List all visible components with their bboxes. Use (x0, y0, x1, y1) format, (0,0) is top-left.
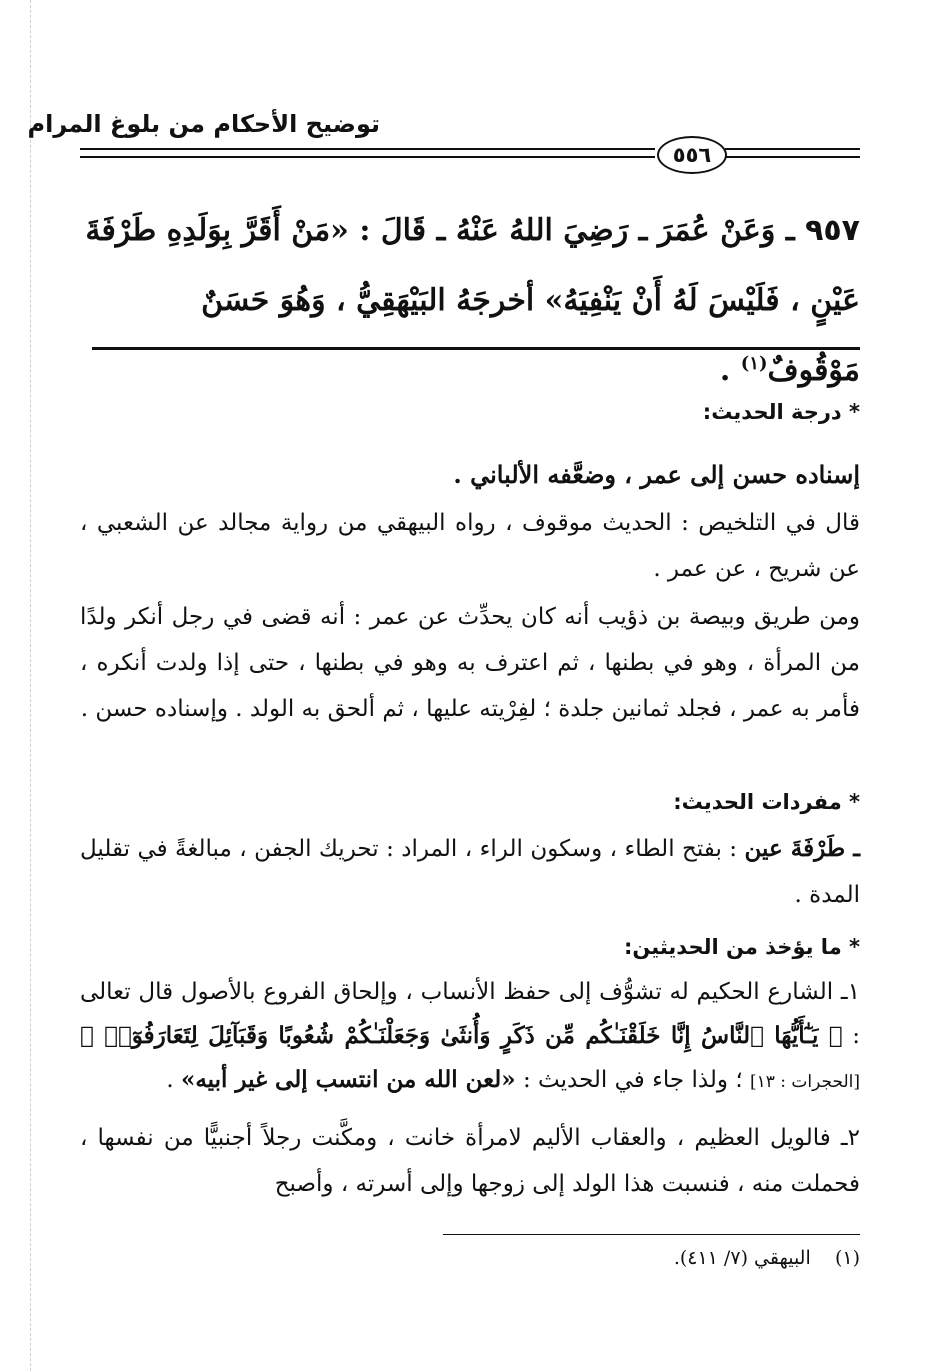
hadith-dash: ـ (785, 213, 795, 248)
lesson-1-text: ١ـ الشارع الحكيم له تشوُّف إلى حفظ الأنساب ، وإلحاق الفروع بالأصول قال تعالى : (80, 979, 860, 1049)
hadith-end: . (719, 353, 741, 388)
footnote (80, 1247, 860, 1269)
grade-verdict: إسناده حسن إلى عمر ، وضعَّفه الألباني . (453, 460, 860, 489)
lesson-1-after: ؛ ولذا جاء في الحديث : (522, 1067, 743, 1093)
hadith-footnote-ref: (١) (740, 353, 768, 374)
grade-paragraph-2: ومن طريق وبيصة بن ذؤيب أنه كان يحدِّث عن عمر : أنه قضى في رجل أنكر ولدًا من المرأة ، وهو في بطنها ، ثم اعترف به وهو في بطنها ، حتى إذا ولدت أنكره ، فأمر به عمر ، فجلد ثمانين جلدة ؛ لفِرْيته عليها ، ثم ألحق به الولد . وإسناده حسن . (80, 604, 860, 722)
hadith-text (80, 196, 860, 406)
vocab-entry (80, 826, 860, 918)
vocab-term: ـ طَرْفَةَ عين (744, 835, 861, 862)
hadith-separator (92, 347, 860, 350)
vocab-heading: * مفردات الحديث: (673, 790, 860, 814)
footnote-text: البيهقي (٧/ ٤١١). (673, 1247, 811, 1269)
page-number: ٥٥٦ (657, 136, 727, 174)
quran-verse: ﴿ يَـٰٓأَيُّهَا ٱلنَّاسُ إِنَّا خَلَقْنَـٰكُم مِّن ذَكَرٍ وَأُنثَىٰ وَجَعَلْنَـٰكُمْ شُعُوبًا وَقَبَآئِلَ لِتَعَارَفُوٓا۟ ﴾ (80, 1022, 843, 1049)
header-rule-right (725, 148, 860, 158)
footnote-rule (443, 1234, 860, 1235)
hadith-quote: «لعن الله من انتسب إلى غير أبيه» (180, 1066, 516, 1093)
scan-edge-line (30, 0, 32, 1371)
header-rule-left (80, 148, 655, 158)
lesson-item-1 (80, 970, 860, 1104)
lesson-item-2: ٢ـ فالويل العظيم ، والعقاب الأليم لامرأة خانت ، ومكَّنت رجلاً أجنبيًّا من نفسها ، فحملت منه ، فنسبت هذا الولد إلى زوجها وإلى أسرته ، وأصبح (80, 1125, 860, 1197)
hadith-body: وَعَنْ عُمَرَ ـ رَضِيَ اللهُ عَنْهُ ـ قَالَ : «مَنْ أَقَرَّ بِوَلَدِهِ طَرْفَةَ عَيْنٍ ، فَلَيْسَ لَهُ أَنْ يَنْفِيَهُ» أخرجَهُ البَيْهَقِيُّ ، وَهُوَ حَسَنٌ مَوْقُوفٌ (85, 213, 860, 388)
lesson-1-end: . (166, 1067, 181, 1093)
grade-paragraph-1: قال في التلخيص : الحديث موقوف ، رواه البيهقي من رواية مجالد عن الشعبي ، عن شريح ، عن عمر . (80, 510, 860, 582)
running-header-title: توضيح الأحكام من بلوغ المرام (27, 110, 380, 138)
vocab-definition: : بفتح الطاء ، وسكون الراء ، المراد : تحريك الجفن ، مبالغةً في تقليل المدة . (80, 836, 860, 908)
grade-heading: * درجة الحديث: (702, 400, 860, 424)
lessons-heading: * ما يؤخذ من الحديثين: (623, 935, 860, 959)
verse-source: [الحجرات : ١٣] (749, 1072, 860, 1092)
hadith-number: ٩٥٧ (805, 213, 860, 248)
footnote-number: (١) (834, 1247, 860, 1269)
